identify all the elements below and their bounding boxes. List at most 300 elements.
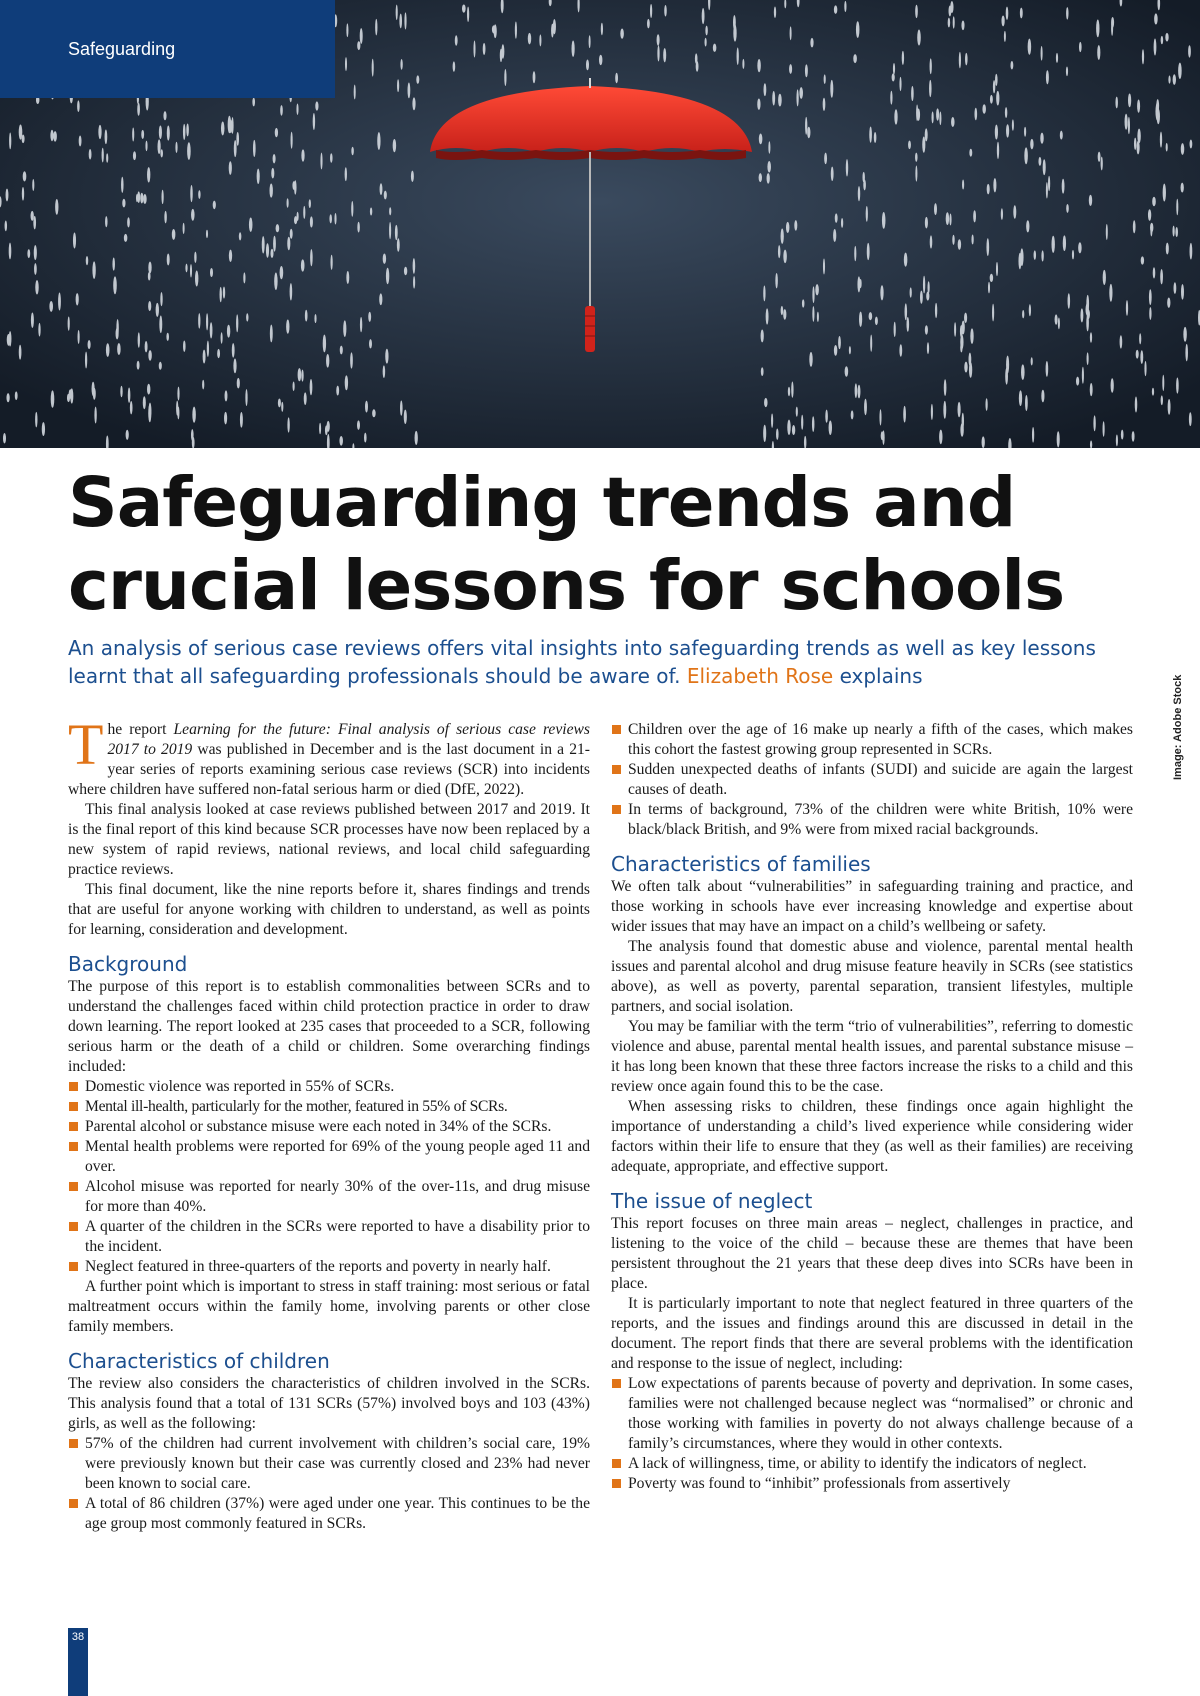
- raindrop: [15, 391, 18, 400]
- raindrop: [243, 272, 245, 283]
- raindrop: [31, 211, 34, 221]
- raindrop: [789, 64, 792, 74]
- raindrop: [657, 45, 659, 61]
- raindrop: [224, 412, 227, 424]
- raindrop: [177, 387, 179, 401]
- standfirst-text: An analysis of serious case reviews offers vital insights into safeguarding trends as well as key lessons learnt that all safeguarding professionals should be aware of.: [68, 636, 1096, 688]
- raindrop: [1058, 318, 1060, 330]
- raindrop: [190, 264, 192, 277]
- raindrop: [415, 431, 418, 445]
- raindrop: [229, 161, 232, 175]
- raindrop: [278, 398, 281, 407]
- raindrop: [615, 73, 618, 83]
- raindrop: [846, 159, 848, 176]
- raindrop: [944, 379, 947, 396]
- raindrop: [1168, 76, 1170, 84]
- raindrop: [817, 312, 819, 322]
- raindrop: [824, 153, 827, 165]
- raindrop: [922, 136, 925, 152]
- raindrop: [1056, 53, 1058, 63]
- raindrop: [1066, 7, 1068, 19]
- raindrop: [949, 214, 951, 226]
- raindrop: [370, 207, 372, 215]
- raindrop: [148, 262, 151, 274]
- raindrop: [1029, 304, 1031, 316]
- raindrop: [275, 128, 278, 137]
- intro-paragraph-3: This final document, like the nine reports before it, shares findings and trends that are useful for anyone working with children to understand, as well as points for learning, consideration and development.: [68, 881, 590, 938]
- raindrop: [851, 410, 854, 419]
- raindrop: [1167, 298, 1170, 308]
- raindrop: [281, 402, 283, 412]
- raindrop: [960, 423, 963, 437]
- raindrop: [601, 23, 603, 35]
- raindrop: [270, 184, 273, 198]
- raindrop: [124, 234, 128, 242]
- raindrop: [834, 345, 837, 356]
- raindrop: [1166, 243, 1169, 255]
- section-label: Safeguarding: [0, 0, 335, 98]
- raindrop: [320, 153, 322, 170]
- raindrop: [309, 199, 311, 208]
- raindrop: [156, 303, 159, 317]
- raindrop: [920, 291, 923, 304]
- raindrop: [1090, 383, 1093, 396]
- raindrop: [650, 4, 652, 18]
- background-paragraph-2: A further point which is important to stress in staff training: most serious or fatal maltreatment occurs within the family home, involving parents or other close family members.: [68, 1278, 590, 1335]
- raindrop: [167, 126, 170, 141]
- raindrop: [973, 210, 976, 222]
- raindrop: [1128, 94, 1131, 108]
- raindrop: [290, 229, 293, 239]
- raindrop: [1001, 15, 1004, 26]
- raindrop: [946, 212, 949, 225]
- raindrop: [310, 249, 313, 266]
- raindrop: [399, 14, 402, 29]
- heading-characteristics-of-children: Characteristics of children: [68, 1349, 330, 1373]
- raindrop: [287, 237, 290, 250]
- raindrop: [902, 51, 904, 65]
- raindrop: [1176, 378, 1179, 394]
- raindrop: [5, 221, 7, 232]
- raindrop: [805, 117, 807, 135]
- image-credit: Image: Adobe Stock: [1172, 674, 1184, 780]
- raindrop: [301, 149, 304, 161]
- raindrop: [1149, 307, 1151, 320]
- raindrop: [1041, 390, 1044, 403]
- raindrop: [58, 293, 61, 311]
- raindrop: [958, 239, 961, 249]
- raindrop: [94, 407, 96, 424]
- raindrop: [1125, 114, 1128, 130]
- raindrop: [849, 346, 851, 354]
- raindrop: [128, 388, 131, 403]
- raindrop: [340, 346, 343, 355]
- raindrop: [137, 191, 140, 203]
- raindrop: [220, 287, 222, 302]
- raindrop: [899, 344, 902, 356]
- raindrop: [287, 417, 289, 432]
- raindrop: [768, 141, 770, 154]
- raindrop: [49, 301, 53, 312]
- raindrop: [1089, 195, 1092, 206]
- raindrop: [395, 225, 398, 240]
- raindrop: [9, 133, 11, 150]
- raindrop: [742, 59, 744, 69]
- raindrop: [191, 429, 194, 441]
- raindrop: [304, 392, 307, 405]
- raindrop: [336, 386, 339, 396]
- raindrop: [997, 142, 999, 159]
- raindrop: [1001, 208, 1003, 220]
- raindrop: [148, 350, 151, 361]
- raindrop: [1019, 390, 1022, 406]
- intro-paragraph-1: The report Learning for the future: Final analysis of serious case reviews 2017 to 2019 was published in December and is the last document in a 21-year series of reports examining serious case reviews (SCR) into incidents where children have suffered non-fatal serious harm or died (DfE, 2022).: [68, 712, 590, 798]
- raindrop: [411, 171, 414, 182]
- raindrop: [117, 343, 120, 355]
- list-item: Domestic violence was reported in 55% of SCRs.: [68, 1077, 590, 1097]
- children-paragraph-1: The review also considers the characteristics of children involved in the SCRs. This analysis found that a total of 131 SCRs (57%) involved boys and 103 (43%) girls, as well as the following:: [68, 1375, 590, 1432]
- raindrop: [759, 134, 763, 145]
- raindrop: [962, 180, 964, 190]
- raindrop: [936, 108, 939, 120]
- left-column: [68, 712, 590, 1534]
- raindrop: [899, 77, 901, 91]
- raindrop: [1060, 131, 1063, 140]
- raindrop: [102, 148, 104, 163]
- raindrop: [68, 316, 70, 330]
- raindrop: [369, 339, 372, 348]
- raindrop: [1106, 224, 1108, 240]
- raindrop: [781, 229, 784, 244]
- raindrop: [987, 184, 990, 195]
- raindrop: [970, 328, 973, 343]
- raindrop: [393, 139, 396, 152]
- raindrop: [113, 276, 117, 294]
- raindrop: [767, 161, 771, 173]
- raindrop: [329, 214, 332, 223]
- raindrop: [346, 271, 349, 284]
- raindrop: [799, 87, 803, 99]
- raindrop: [992, 304, 994, 322]
- raindrop: [1013, 205, 1016, 218]
- raindrop: [903, 406, 906, 423]
- raindrop: [844, 1, 846, 12]
- list-item: Children over the age of 16 make up nearly a fifth of the cases, which makes this cohort the fastest growing group represented in SCRs.: [611, 720, 1133, 760]
- raindrop: [1111, 378, 1114, 392]
- raindrop: [397, 238, 400, 251]
- heading-issue-of-neglect: The issue of neglect: [611, 1189, 813, 1213]
- raindrop: [467, 7, 469, 22]
- raindrop: [1144, 361, 1146, 376]
- raindrop: [986, 238, 989, 256]
- raindrop: [965, 53, 968, 65]
- raindrop: [408, 82, 411, 98]
- raindrop: [923, 276, 925, 294]
- raindrop: [869, 126, 872, 142]
- raindrop: [106, 153, 108, 162]
- raindrop: [1181, 284, 1184, 299]
- raindrop: [305, 310, 308, 322]
- raindrop: [357, 420, 360, 429]
- raindrop: [695, 53, 698, 64]
- families-paragraph-2: The analysis found that domestic abuse and violence, parental mental health issues and parental alcohol and drug misuse feature heavily in SCRs (see statistics above), as well as poverty, parental separation, transient lifestyles, multiple partners, and social isolation.: [611, 938, 1133, 1015]
- raindrop: [761, 329, 764, 342]
- raindrop: [1026, 220, 1029, 232]
- raindrop: [620, 28, 624, 38]
- raindrop: [775, 273, 778, 288]
- raindrop: [1034, 250, 1036, 260]
- raindrop: [290, 283, 293, 300]
- raindrop: [397, 79, 399, 92]
- raindrop: [138, 332, 140, 347]
- raindrop: [1040, 133, 1043, 144]
- raindrop: [1176, 199, 1178, 216]
- raindrop: [1041, 250, 1043, 261]
- raindrop: [492, 25, 496, 33]
- raindrop: [455, 35, 458, 45]
- raindrop: [948, 18, 950, 28]
- raindrop: [345, 167, 347, 181]
- raindrop: [310, 216, 313, 227]
- raindrop: [105, 216, 107, 227]
- raindrop: [121, 177, 124, 193]
- raindrop: [939, 430, 942, 445]
- raindrop: [266, 243, 269, 257]
- children-list-continued: [611, 720, 1133, 840]
- raindrop: [400, 401, 403, 416]
- raindrop: [1149, 289, 1152, 305]
- raindrop: [396, 5, 398, 20]
- raindrop: [389, 207, 391, 215]
- list-item: 57% of the children had current involvement with children’s social care, 19% were previously known but their case was currently closed and 23% had never been known to social care.: [68, 1434, 590, 1494]
- raindrop: [27, 249, 30, 258]
- raindrop: [657, 34, 660, 45]
- raindrop: [1136, 350, 1139, 359]
- raindrop: [1190, 140, 1193, 149]
- raindrop: [1115, 97, 1117, 109]
- neglect-list: [611, 1374, 1133, 1494]
- standfirst: [68, 634, 1148, 690]
- raindrop: [960, 343, 962, 352]
- raindrop: [73, 232, 76, 248]
- raindrop: [310, 379, 313, 395]
- raindrop: [1098, 152, 1101, 162]
- raindrop: [404, 410, 407, 424]
- list-item: Parental alcohol or substance misuse were each noted in 34% of the SCRs.: [68, 1117, 590, 1137]
- neglect-paragraph-2: It is particularly important to note that neglect featured in three quarters of the reports, and the issues and findings around this are discussed in detail in the document. The report finds that there are several problems with the identification and response to the issue of neglect, including:: [611, 1295, 1133, 1372]
- raindrop: [1150, 223, 1153, 233]
- raindrop: [824, 74, 826, 84]
- list-item: In terms of background, 73% of the children were white British, 10% were black/black British, and 9% were from mixed racial backgrounds.: [611, 800, 1133, 840]
- raindrop: [916, 104, 918, 121]
- raindrop: [705, 38, 707, 47]
- raindrop: [810, 38, 813, 48]
- raindrop: [35, 280, 38, 294]
- page-number: 38: [68, 1628, 88, 1696]
- raindrop: [365, 401, 368, 413]
- raindrop: [198, 313, 200, 328]
- raindrop: [943, 401, 946, 419]
- raindrop: [413, 276, 415, 288]
- raindrop: [225, 390, 228, 401]
- raindrop: [1142, 49, 1144, 64]
- raindrop: [1046, 182, 1048, 198]
- raindrop: [368, 312, 371, 322]
- raindrop: [190, 185, 192, 202]
- raindrop: [802, 299, 805, 307]
- raindrop: [1181, 183, 1184, 193]
- raindrop: [116, 328, 119, 340]
- raindrop: [833, 229, 836, 242]
- raindrop: [993, 178, 996, 192]
- raindrop: [357, 222, 359, 233]
- raindrop: [86, 256, 88, 265]
- raindrop: [473, 40, 475, 57]
- raindrop: [925, 325, 928, 334]
- raindrop: [253, 140, 256, 157]
- raindrop: [881, 431, 884, 440]
- raindrop: [1128, 117, 1130, 134]
- raindrop: [971, 234, 973, 244]
- raindrop: [236, 314, 238, 332]
- raindrop: [35, 412, 37, 428]
- raindrop: [217, 349, 220, 358]
- raindrop: [416, 75, 419, 83]
- raindrop: [702, 8, 705, 24]
- raindrop: [791, 381, 793, 397]
- raindrop: [763, 425, 766, 442]
- raindrop: [330, 255, 332, 270]
- raindrop: [858, 186, 860, 201]
- raindrop: [812, 286, 814, 303]
- raindrop: [892, 73, 895, 81]
- raindrop: [1152, 197, 1156, 207]
- raindrop: [276, 224, 280, 232]
- title-line-1: Safeguarding trends and: [68, 463, 1016, 543]
- raindrop: [925, 217, 928, 229]
- raindrop: [935, 303, 937, 318]
- raindrop: [19, 345, 22, 360]
- raindrop: [866, 206, 868, 222]
- raindrop: [776, 429, 779, 440]
- raindrop: [854, 246, 856, 261]
- list-item: Mental health problems were reported for 69% of the young people aged 11 and over.: [68, 1137, 590, 1177]
- raindrop: [223, 286, 225, 298]
- raindrop: [176, 401, 178, 416]
- raindrop: [801, 415, 803, 430]
- raindrop: [89, 149, 92, 160]
- raindrop: [953, 16, 955, 28]
- list-item: A lack of willingness, time, or ability to identify the indicators of neglect.: [611, 1454, 1133, 1474]
- raindrop: [859, 312, 862, 327]
- raindrop: [159, 362, 162, 370]
- raindrop: [206, 230, 208, 238]
- raindrop: [246, 313, 248, 321]
- raindrop: [834, 5, 837, 13]
- raindrop: [303, 206, 305, 219]
- heading-background: Background: [68, 952, 188, 976]
- raindrop: [130, 401, 133, 414]
- raindrop: [207, 341, 209, 357]
- raindrop: [191, 209, 194, 221]
- raindrop: [53, 131, 57, 142]
- raindrop: [930, 58, 932, 74]
- raindrop: [1006, 7, 1009, 20]
- raindrop: [192, 407, 196, 423]
- raindrop: [1066, 204, 1069, 213]
- raindrop: [763, 285, 765, 301]
- raindrop: [149, 403, 152, 419]
- raindrop: [771, 414, 773, 428]
- raindrop: [1031, 357, 1033, 365]
- raindrop: [759, 173, 762, 182]
- raindrop: [380, 183, 383, 195]
- raindrop: [792, 425, 795, 435]
- raindrop: [164, 211, 166, 223]
- raindrop: [105, 129, 108, 144]
- raindrop: [1172, 226, 1174, 237]
- raindrop: [1020, 8, 1023, 19]
- raindrop: [195, 270, 198, 286]
- raindrop: [183, 340, 186, 352]
- raindrop: [239, 232, 242, 240]
- raindrop: [1160, 132, 1162, 148]
- raindrop: [345, 375, 348, 390]
- raindrop: [67, 394, 70, 402]
- raindrop: [932, 111, 934, 123]
- raindrop: [143, 396, 146, 409]
- raindrop: [856, 21, 860, 38]
- raindrop: [137, 103, 140, 116]
- raindrop: [823, 98, 826, 111]
- raindrop: [757, 98, 760, 109]
- raindrop: [76, 293, 79, 305]
- raindrop: [1154, 13, 1158, 24]
- raindrop: [812, 306, 814, 322]
- raindrop: [1078, 242, 1081, 253]
- raindrop: [327, 421, 330, 432]
- raindrop: [1082, 367, 1084, 384]
- raindrop: [22, 187, 24, 201]
- raindrop: [880, 285, 883, 300]
- raindrop: [237, 378, 240, 389]
- raindrop: [869, 312, 873, 320]
- raindrop: [79, 136, 82, 147]
- raindrop: [1163, 184, 1166, 202]
- raindrop: [586, 60, 589, 71]
- raindrop: [764, 83, 767, 96]
- raindrop: [372, 409, 376, 417]
- raindrop: [1043, 159, 1046, 175]
- raindrop: [354, 85, 356, 100]
- raindrop: [1181, 143, 1184, 155]
- list-item: Mental ill-health, particularly for the mother, featured in 55% of SCRs.: [68, 1097, 590, 1117]
- raindrop: [786, 222, 789, 233]
- raindrop: [838, 336, 841, 349]
- raindrop: [386, 268, 389, 284]
- raindrop: [1046, 70, 1049, 84]
- raindrop: [19, 125, 23, 140]
- raindrop: [483, 43, 486, 55]
- raindrop: [159, 315, 162, 333]
- raindrop: [236, 132, 239, 146]
- raindrop: [133, 151, 136, 160]
- raindrop: [812, 416, 814, 432]
- raindrop: [1097, 45, 1100, 60]
- raindrop: [245, 389, 247, 406]
- raindrop: [23, 171, 27, 181]
- raindrop: [954, 322, 956, 336]
